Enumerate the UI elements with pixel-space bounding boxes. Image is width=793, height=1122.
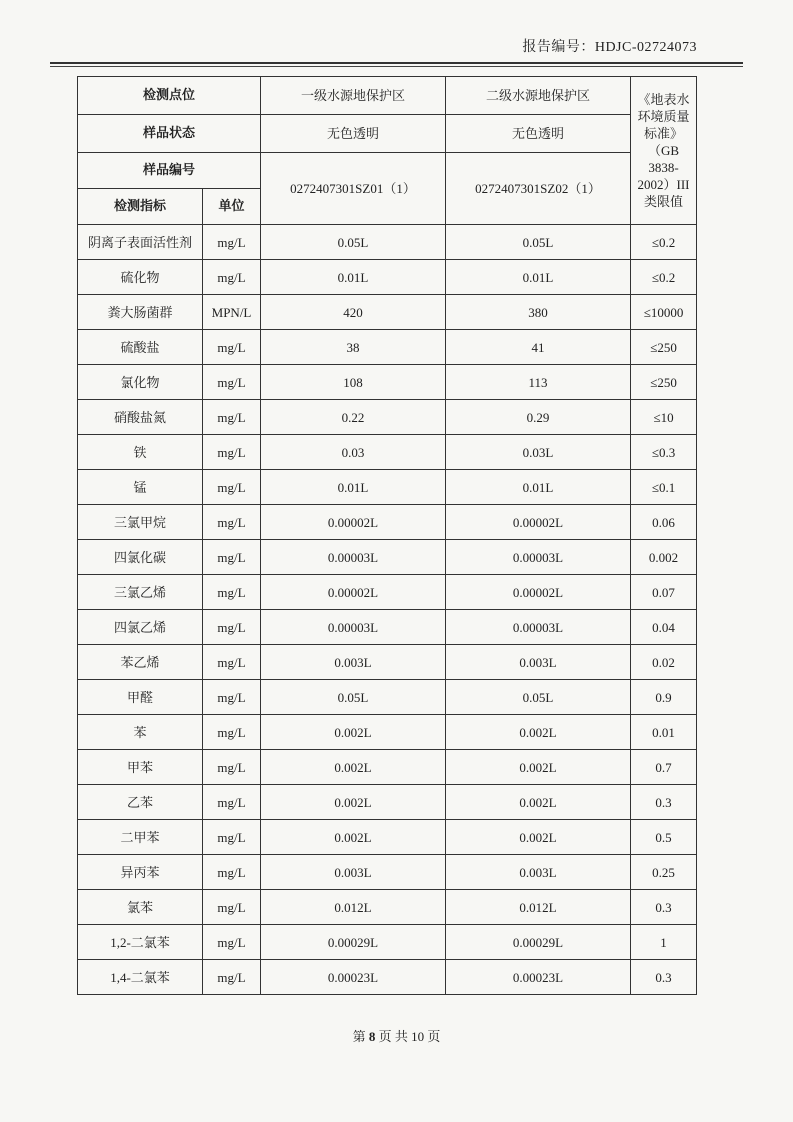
indicator-cell: 四氯乙烯: [78, 610, 203, 645]
unit-cell: mg/L: [203, 785, 261, 820]
table-row: [78, 365, 697, 400]
table-row: [78, 470, 697, 505]
limit-cell: ≤0.1: [631, 470, 697, 505]
results-table: [77, 76, 697, 995]
value-2-cell: 0.01L: [446, 260, 631, 295]
table-row: [78, 610, 697, 645]
unit-cell: mg/L: [203, 505, 261, 540]
indicator-cell: 苯乙烯: [78, 645, 203, 680]
sample-label: 样品编号: [78, 153, 261, 189]
unit-cell: mg/L: [203, 540, 261, 575]
value-1-cell: 0.00002L: [261, 575, 446, 610]
unit-cell: mg/L: [203, 470, 261, 505]
value-2-cell: 0.003L: [446, 645, 631, 680]
indicator-cell: 硝酸盐氮: [78, 400, 203, 435]
value-1-cell: 0.01L: [261, 260, 446, 295]
header-row-sample: [78, 153, 697, 189]
table-row: [78, 225, 697, 260]
value-1-cell: 38: [261, 330, 446, 365]
header-rule-thin: [50, 66, 743, 67]
indicator-cell: 三氯乙烯: [78, 575, 203, 610]
table-row: [78, 680, 697, 715]
unit-cell: mg/L: [203, 645, 261, 680]
limit-cell: ≤0.2: [631, 225, 697, 260]
unit-cell: mg/L: [203, 715, 261, 750]
value-2-cell: 0.03L: [446, 435, 631, 470]
footer-total: 10: [411, 1029, 425, 1044]
limit-cell: 0.3: [631, 785, 697, 820]
indicator-cell: 阴离子表面活性剂: [78, 225, 203, 260]
unit-cell: mg/L: [203, 260, 261, 295]
unit-cell: mg/L: [203, 960, 261, 995]
indicator-cell: 锰: [78, 470, 203, 505]
value-1-cell: 0.002L: [261, 715, 446, 750]
unit-cell: mg/L: [203, 680, 261, 715]
limit-cell: 0.25: [631, 855, 697, 890]
table-row: [78, 715, 697, 750]
unit-label: 单位: [203, 189, 261, 225]
sample-2: 0272407301SZ02（1）: [446, 153, 631, 225]
limit-cell: 0.002: [631, 540, 697, 575]
limit-cell: 0.06: [631, 505, 697, 540]
unit-cell: mg/L: [203, 225, 261, 260]
unit-cell: MPN/L: [203, 295, 261, 330]
footer-suffix: 页: [427, 1029, 441, 1044]
indicator-cell: 氯苯: [78, 890, 203, 925]
value-1-cell: 0.05L: [261, 225, 446, 260]
limit-cell: 0.3: [631, 960, 697, 995]
state-2: 无色透明: [446, 115, 631, 153]
indicator-cell: 粪大肠菌群: [78, 295, 203, 330]
indicator-label: 检测指标: [78, 189, 203, 225]
header-row-state: [78, 115, 697, 153]
value-2-cell: 0.002L: [446, 750, 631, 785]
unit-cell: mg/L: [203, 365, 261, 400]
limit-cell: ≤0.3: [631, 435, 697, 470]
limit-cell: ≤10000: [631, 295, 697, 330]
report-number: 报告编号：HDJC-02724073: [522, 40, 697, 55]
limit-cell: 0.9: [631, 680, 697, 715]
state-1: 无色透明: [261, 115, 446, 153]
table-row: [78, 540, 697, 575]
state-label: 样品状态: [78, 115, 261, 153]
value-2-cell: 0.05L: [446, 680, 631, 715]
table-row: [78, 855, 697, 890]
unit-cell: mg/L: [203, 330, 261, 365]
indicator-cell: 1,2-二氯苯: [78, 925, 203, 960]
value-1-cell: 0.00002L: [261, 505, 446, 540]
value-1-cell: 0.003L: [261, 855, 446, 890]
value-2-cell: 0.00003L: [446, 540, 631, 575]
value-1-cell: 420: [261, 295, 446, 330]
indicator-cell: 苯: [78, 715, 203, 750]
sample-1: 0272407301SZ01（1）: [261, 153, 446, 225]
table-row: [78, 260, 697, 295]
unit-cell: mg/L: [203, 925, 261, 960]
unit-cell: mg/L: [203, 855, 261, 890]
value-2-cell: 0.29: [446, 400, 631, 435]
value-2-cell: 0.00003L: [446, 610, 631, 645]
footer-page: 8: [368, 1029, 376, 1044]
value-1-cell: 0.003L: [261, 645, 446, 680]
table-row: [78, 330, 697, 365]
value-2-cell: 0.05L: [446, 225, 631, 260]
value-1-cell: 0.03: [261, 435, 446, 470]
indicator-cell: 三氯甲烷: [78, 505, 203, 540]
table-row: [78, 295, 697, 330]
point-1: 一级水源地保护区: [261, 77, 446, 115]
value-2-cell: 0.002L: [446, 715, 631, 750]
indicator-cell: 1,4-二氯苯: [78, 960, 203, 995]
value-2-cell: 380: [446, 295, 631, 330]
indicator-cell: 甲苯: [78, 750, 203, 785]
indicator-cell: 铁: [78, 435, 203, 470]
indicator-cell: 硫化物: [78, 260, 203, 295]
unit-cell: mg/L: [203, 820, 261, 855]
header-row-point: [78, 77, 697, 115]
limit-cell: 0.3: [631, 890, 697, 925]
table-row: [78, 925, 697, 960]
indicator-cell: 乙苯: [78, 785, 203, 820]
table-row: [78, 645, 697, 680]
value-1-cell: 0.00003L: [261, 540, 446, 575]
unit-cell: mg/L: [203, 400, 261, 435]
limit-cell: ≤10: [631, 400, 697, 435]
value-2-cell: 0.00029L: [446, 925, 631, 960]
value-1-cell: 0.002L: [261, 785, 446, 820]
value-1-cell: 0.00029L: [261, 925, 446, 960]
table-row: [78, 785, 697, 820]
unit-cell: mg/L: [203, 890, 261, 925]
value-1-cell: 108: [261, 365, 446, 400]
limit-cell: 0.7: [631, 750, 697, 785]
limit-cell: 0.04: [631, 610, 697, 645]
value-2-cell: 41: [446, 330, 631, 365]
table-row: [78, 820, 697, 855]
unit-cell: mg/L: [203, 610, 261, 645]
value-2-cell: 0.012L: [446, 890, 631, 925]
limit-cell: ≤0.2: [631, 260, 697, 295]
value-2-cell: 0.00023L: [446, 960, 631, 995]
limit-cell: 0.5: [631, 820, 697, 855]
indicator-cell: 四氯化碳: [78, 540, 203, 575]
limit-cell: 0.01: [631, 715, 697, 750]
limit-cell: 1: [631, 925, 697, 960]
table-row: [78, 435, 697, 470]
unit-cell: mg/L: [203, 750, 261, 785]
unit-cell: mg/L: [203, 435, 261, 470]
value-2-cell: 0.00002L: [446, 575, 631, 610]
value-1-cell: 0.22: [261, 400, 446, 435]
limit-cell: ≤250: [631, 330, 697, 365]
value-1-cell: 0.00023L: [261, 960, 446, 995]
value-2-cell: 0.002L: [446, 785, 631, 820]
limit-cell: ≤250: [631, 365, 697, 400]
limit-cell: 0.07: [631, 575, 697, 610]
value-1-cell: 0.002L: [261, 820, 446, 855]
indicator-cell: 氯化物: [78, 365, 203, 400]
value-1-cell: 0.002L: [261, 750, 446, 785]
value-2-cell: 0.003L: [446, 855, 631, 890]
value-1-cell: 0.05L: [261, 680, 446, 715]
table-row: [78, 960, 697, 995]
indicator-cell: 硫酸盐: [78, 330, 203, 365]
value-1-cell: 0.00003L: [261, 610, 446, 645]
value-2-cell: 0.00002L: [446, 505, 631, 540]
point-label: 检测点位: [78, 77, 261, 115]
indicator-cell: 甲醛: [78, 680, 203, 715]
limit-cell: 0.02: [631, 645, 697, 680]
footer-prefix: 第: [352, 1029, 366, 1044]
standard-cell: 《地表水环境质量标准》（GB 3838-2002）III类限值: [631, 77, 697, 225]
table-row: [78, 890, 697, 925]
value-2-cell: 0.002L: [446, 820, 631, 855]
indicator-cell: 异丙苯: [78, 855, 203, 890]
table-row: [78, 400, 697, 435]
value-2-cell: 113: [446, 365, 631, 400]
footer-middle: 页 共: [378, 1029, 408, 1044]
indicator-cell: 二甲苯: [78, 820, 203, 855]
page-footer: [0, 1026, 793, 1045]
point-2: 二级水源地保护区: [446, 77, 631, 115]
header-rule-thick: [50, 62, 743, 64]
table-row: [78, 575, 697, 610]
table-row: [78, 750, 697, 785]
value-1-cell: 0.012L: [261, 890, 446, 925]
value-1-cell: 0.01L: [261, 470, 446, 505]
value-2-cell: 0.01L: [446, 470, 631, 505]
table-row: [78, 505, 697, 540]
unit-cell: mg/L: [203, 575, 261, 610]
